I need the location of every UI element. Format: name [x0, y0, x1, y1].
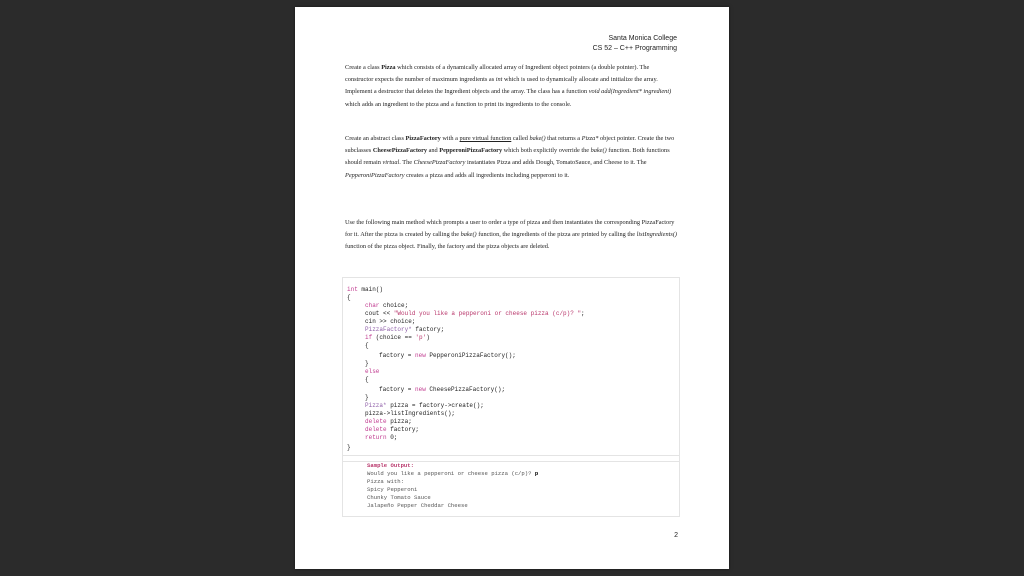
course-name: CS 52 – C++ Programming [592, 45, 677, 52]
text: Create an abstract class [345, 135, 406, 142]
text: which both explicitly override the [502, 147, 591, 155]
italic-term: bake() [460, 231, 477, 239]
code-type: Pizza* [365, 402, 387, 409]
text: called [511, 135, 530, 142]
italic-term: Pizza* [581, 135, 599, 142]
italic-term: bake() [590, 147, 607, 155]
text: function, the ingredients of the pizza are printed by calling the [476, 231, 637, 239]
code-line [379, 352, 516, 360]
code-text: PepperoniPizzaFactory(); [425, 352, 516, 359]
code-line: pizza->listIngredients(); [365, 410, 456, 417]
text: instantiates Pizza and adds Dough, TomatoSauce, and Cheese to it. The [465, 159, 647, 167]
output-line: Jalapeño Pepper Cheddar Cheese [367, 502, 468, 509]
text: Create a class [345, 64, 382, 71]
code-text: main() [357, 286, 384, 293]
code-text: factory; [386, 426, 420, 433]
code-line [379, 386, 505, 394]
code-line [365, 302, 408, 310]
italic-term: PepperoniPizzaFactory [345, 171, 405, 179]
output-line: Pizza with: [367, 478, 404, 485]
code-keyword: int [347, 286, 358, 293]
code-keyword: if [365, 334, 373, 341]
text: function. Both functions should remain [345, 147, 670, 167]
page-header [593, 34, 677, 54]
italic-term: CheesePizzaFactory [413, 159, 466, 167]
paragraph-factory-class [345, 133, 679, 182]
text: object pointer. Create the two subclasses [345, 135, 675, 155]
code-text: (choice == [372, 334, 416, 341]
code-text: ) [426, 334, 430, 341]
text: that returns a [545, 135, 582, 142]
code-line [347, 286, 383, 294]
code-text: factory = [379, 386, 416, 393]
code-string: "Would you like a pepperoni or cheese pizza (c/p)? " [393, 310, 582, 317]
code-text: CheesePizzaFactory(); [425, 386, 506, 393]
code-keyword: delete [365, 418, 387, 425]
code-line [365, 326, 444, 334]
text: and [427, 147, 440, 155]
output-answer: p [534, 470, 539, 477]
output-line: Spicy Pepperoni [367, 486, 418, 493]
code-text: pizza = factory->create(); [386, 402, 484, 409]
italic-term: int [495, 76, 503, 84]
code-keyword: new [415, 352, 426, 359]
text: Use the following main method which prompts a user to order a type of pizza and then instantiates the corresponding PizzaFactory for it. After the pizza is created by calling the [345, 219, 675, 239]
code-line: { [347, 294, 351, 301]
text: creates a pizza and adds all ingredients including pepperoni to it. [404, 171, 570, 179]
italic-term: virtual [382, 159, 400, 167]
text: which is used to dynamically allocate and initialize the array. Implement a destructor that deletes the Ingredient objects and the array. The class has a function [345, 76, 658, 96]
italic-term: void add(Ingredient* ingredient) [588, 88, 672, 96]
paragraph-main-method [345, 217, 679, 254]
page-number: 2 [674, 532, 678, 539]
code-line [365, 368, 379, 376]
code-line: { [365, 376, 369, 383]
code-line: } [365, 360, 369, 367]
code-text: ; [581, 310, 585, 317]
document-page [295, 7, 729, 569]
sample-output-label: Sample Output: [367, 462, 414, 469]
code-text: factory; [411, 326, 445, 333]
college-name: Santa Monica College [608, 35, 677, 42]
code-type: PizzaFactory* [365, 326, 412, 333]
text: which consists of a dynamically allocated array of Ingredient object pointers (a double pointer). The constructor expects the number of maximum ingredients as [345, 64, 650, 84]
paragraph-pizza-class [345, 62, 679, 111]
bold-term: Pizza [381, 64, 396, 71]
code-line: { [365, 342, 369, 349]
code-line [365, 434, 397, 442]
underlined-term: pure virtual function [459, 135, 512, 142]
code-string: 'p' [415, 334, 427, 341]
code-text: 0; [386, 434, 398, 441]
code-keyword: else [365, 368, 380, 375]
code-line [365, 310, 585, 318]
bold-term: PizzaFactory [405, 135, 441, 142]
output-line [367, 470, 538, 478]
text: . The [399, 159, 414, 167]
text: with a [440, 135, 460, 142]
code-line: } [365, 394, 369, 401]
output-prompt: Would you like a pepperoni or cheese pizza (c/p)? [367, 470, 535, 477]
code-line [365, 426, 419, 434]
code-text: cout << [365, 310, 394, 317]
code-keyword: char [365, 302, 380, 309]
code-text: factory = [379, 352, 416, 359]
code-block [342, 277, 680, 462]
sample-output-block [342, 455, 680, 517]
code-keyword: return [365, 434, 387, 441]
text: function of the pizza object. Finally, the factory and the pizza objects are deleted. [345, 243, 550, 251]
code-keyword: delete [365, 426, 387, 433]
code-line [365, 402, 484, 410]
code-line [365, 418, 412, 426]
text: which adds an ingredient to the pizza and a function to print its ingredients to the console. [345, 100, 572, 108]
output-line: Chunky Tomato Sauce [367, 494, 431, 501]
code-line [365, 334, 430, 342]
code-line: cin >> choice; [365, 318, 416, 325]
code-text: pizza; [386, 418, 412, 425]
italic-term: listIngredients() [636, 231, 678, 239]
bold-term: PepperoniPizzaFactory [439, 147, 503, 155]
code-keyword: new [415, 386, 426, 393]
bold-term: CheesePizzaFactory [372, 147, 428, 155]
italic-term: bake() [529, 135, 546, 142]
code-line: } [347, 444, 351, 451]
code-text: choice; [379, 302, 409, 309]
